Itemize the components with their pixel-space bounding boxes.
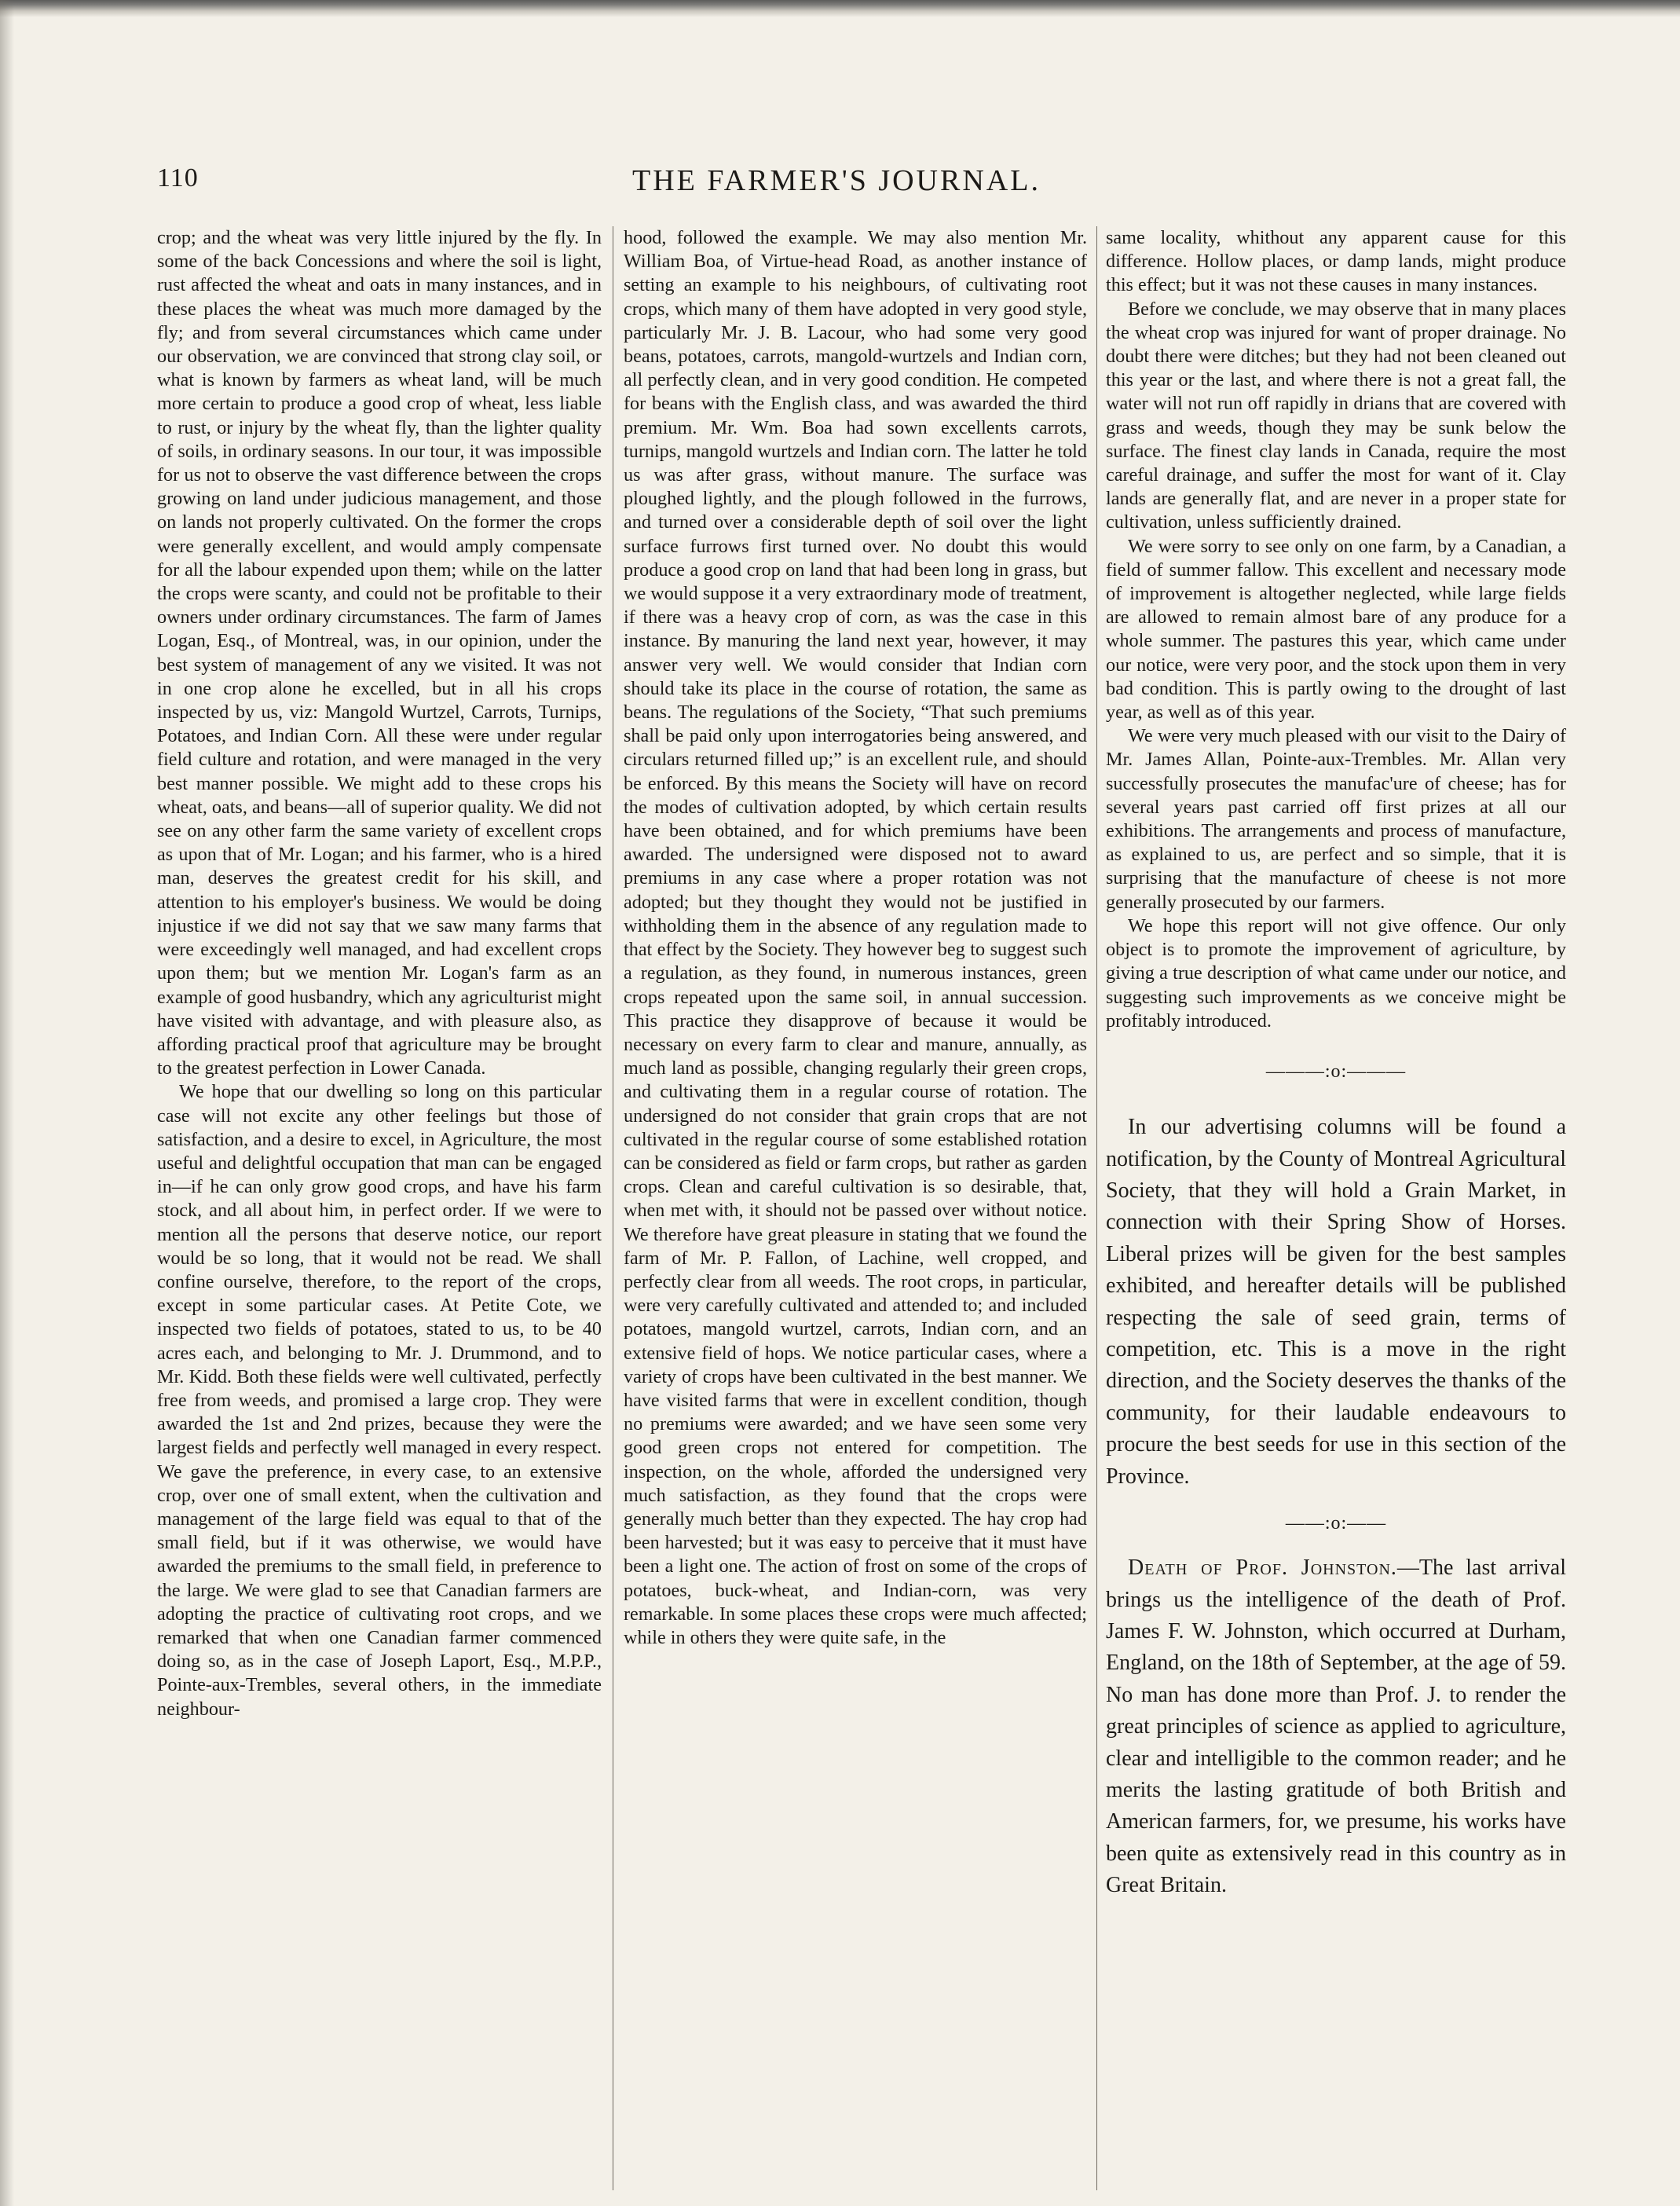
column-1 [157, 226, 602, 1721]
death-notice [1106, 1552, 1566, 1901]
scan-left-margin [0, 0, 14, 2206]
column-3-paragraph-4: We were very much pleased with our visit to the Dairy of Mr. James Allan, Pointe-aux-Trembles. Mr. Allan very successfully prosecutes the manufac'ure of cheese; has for several years past carried off first prizes at all our exhibitions. The arrangements and process of manufacture, as explained to us, are perfect and so simple, that it is surprising that the manufacture of cheese is not more generally prosecuted by our farmers. [1106, 725, 1566, 913]
journal-title: THE FARMER'S JOURNAL. [632, 164, 1041, 197]
column-2-paragraph-1: hood, followed the example. We may also mention Mr. William Boa, of Virtue-head Road, as another instance of setting an example to his neighbours, of cultivating root crops, which many of them have adopted in very good style, particularly Mr. J. B. Lacour, who had some very good beans, potatoes, carrots, mangold-wurtzels and Indian corn, all perfectly clean, and in very good condition. He competed for beans with the English class, and was awarded the third premium. Mr. Wm. Boa had sown excellents carrots, turnips, mangold wurtzels and Indian corn. The latter he told us was after grass, without manure. The surface was ploughed lightly, and the plough followed in the furrows, and turned over a considerable depth of soil over the light surface furrows first turned over. No doubt this would produce a good crop on land that had been long in grass, but we would suppose it a very extraordinary mode of treatment, if there was a heavy crop of corn, as was the case in this instance. By manuring the land next year, however, it may answer very well. We would consider that Indian corn should take its place in the course of rotation, the same as beans. The regulations of the Society, “That such premiums shall be paid only upon interrogatories being answered, and circulars returned filled up;” is an excellent rule, and should be enforced. By this means the Society will have on record the modes of cultivation adopted, by which certain results have been obtained, and for which premiums have been awarded. The undersigned were disposed not to award premiums in any case where a proper rotation was not adopted; but they thought they would not be justified in withholding them in the absence of any regulation made to that effect by the Society. They however beg to suggest such a regulation, as they found, in numerous instances, green crops repeated upon the same soil, in annual succession. This practice they disapprove of because it would be necessary on every farm to clear and manure, annually, as much land as possible, changing regularly their green crops, and cultivating them in a regular course of rotation. The undersigned do not consider that grain crops that are not cultivated in the regular course of some established rotation can be considered as field or farm crops, but rather as garden crops. Clean and careful cultivation is so desirable, that, when met with, it should not be passed over without notice. We therefore have great pleasure in stating that we found the farm of Mr. P. Fallon, of Lachine, well cropped, and perfectly clear from all weeds. The root crops, in particular, were very carefully cultivated and attended to; and included potatoes, mangold wurtzel, carrots, Indian corn, and an extensive field of hops. We notice particular cases, where a variety of crops have been cultivated in the best manner. We have visited farms that were in excellent condition, though no premiums were awarded; and we have seen some very good green crops not entered for competition. The inspection, on the whole, afforded the undersigned very much satisfaction, as they found that the crops were generally much better than they expected. The hay crop had been harvested; but it was easy to perceive that it must have been a light one. The action of frost on some of the crops of potatoes, buck-wheat, and Indian-corn, was very remarkable. In some places these crops were much affected; while in others they were quite safe, in the [624, 227, 1087, 1648]
column-3-paragraph-1: same locality, whithout any apparent cause for this difference. Hollow places, or damp lands, might produce this effect; but it was not these causes in many instances. [1106, 227, 1566, 296]
column-rule-right [1096, 226, 1097, 2190]
death-notice-body: —The last arrival brings us the intelligence of the death of Prof. James F. W. Johnston, which occurred at Durham, England, on the 18th of September, at the age of 59. No man has done more than Prof. J. to render the great principles of science as applied to agriculture, clear and intelligible to the common reader; and he merits the lasting gratitude of both British and American farmers, for, we presume, his works have been quite as extensively read in this country as in Great Britain. [1106, 1556, 1566, 1898]
column-3-paragraph-3: We were sorry to see only on one farm, by a Canadian, a field of summer fallow. This excellent and necessary mode of improvement is altogether neglected, while large fields are allowed to remain almost bare of any produce for a whole summer. The pastures this year, which came under our notice, were very poor, and the stock upon them in very bad condition. This is partly owing to the drought of last year, as well as of this year. [1106, 535, 1566, 724]
grain-market-notice-text: In our advertising columns will be found a notification, by the County of Montreal Agricultural Society, that they will hold a Grain Market, in connection with their Spring Show of Horses. Liberal prizes will be given for the best samples exhibited, and hereafter details will be published respecting the sale of seed grain, terms of competition, etc. This is a move in the right direction, and the Society deserves the thanks of the community, for their laudable endeavours to procure the best seeds for use in this section of the Province. [1106, 1115, 1566, 1489]
section-divider-2: ——:o:—— [1285, 1512, 1387, 1534]
page-number: 110 [157, 163, 199, 192]
grain-market-notice [1106, 1112, 1566, 1493]
death-notice-paragraph [1106, 1552, 1566, 1901]
section-divider-1: ———:o:——— [1265, 1061, 1407, 1082]
death-notice-heading: Death of Prof. Johnston. [1128, 1556, 1397, 1581]
column-3-paragraph-5: We hope this report will not give offence. Our only object is to promote the improvement of agriculture, by giving a true description of what came under our notice, and suggesting such improvements as we conceive might be profitably introduced. [1106, 914, 1566, 1032]
page-header [157, 163, 1516, 204]
column-1-paragraph-2: We hope that our dwelling so long on this particular case will not excite any other feelings but those of satisfaction, and a desire to excel, in Agriculture, the most useful and delightful occupation that man can be engaged in—if he can only grow good crops, and have his farm stock, and all about him, in perfect order. If we were to mention all the persons that deserve notice, our report would be so long, that it would not be read. We shall confine ourselve, therefore, to the report of the crops, except in some particular cases. At Petite Cote, we inspected two fields of potatoes, stated to us, to be 40 acres each, and belonging to Mr. J. Drummond, and to Mr. Kidd. Both these fields were well cultivated, perfectly free from weeds, and promised a large crop. They were awarded the 1st and 2nd prizes, because they were the largest fields and perfectly well managed in every respect. We gave the preference, in every case, to an extensive crop, over one of small extent, when the cultivation and management of the large field was equal to that of the small field, but if it was otherwise, we would have awarded the premiums to the small field, in preference to the large. We were glad to see that Canadian farmers are adopting the practice of cultivating root crops, and we remarked that when one Canadian farmer commenced doing so, as in the case of Joseph Laport, Esq., M.P.P., Pointe-aux-Trembles, several others, in the immediate neighbour- [157, 1081, 602, 1720]
column-1-paragraph-1: crop; and the wheat was very little injured by the fly. In some of the back Concessions and where the soil is light, rust affected the wheat and oats in many instances, and in these places the wheat was much more damaged by the fly; and from several circumstances which came under our observation, we are convinced that strong clay soil, or what is known by farmers as wheat land, will be much more certain to produce a good crop of wheat, less liable to rust, or injury by the wheat fly, than the lighter quality of soils, in ordinary seasons. In our tour, it was impossible for us not to observe the vast difference between the crops growing on land under judicious management, and those on lands not properly cultivated. On the former the crops were generally excellent, and would amply compensate for all the labour expended upon them; while on the latter the crops were scanty, and could not be profitable to their owners under ordinary circumstances. The farm of James Logan, Esq., of Montreal, was, in our opinion, under the best system of management of any we visited. It was not in one crop alone he excelled, but in all his crops inspected by us, viz: Mangold Wurtzel, Carrots, Turnips, Potatoes, and Indian Corn. All these were under regular field culture and rotation, and were managed in the very best manner possible. We might add to these crops his wheat, oats, and beans—all of superior quality. We did not see on any other farm the same variety of excellent crops as upon that of Mr. Logan; and his farmer, who is a hired man, deserves the greatest credit for his skill, and attention to his employer's business. We would be doing injustice if we did not say that we saw many farms that were exceedingly well managed, and had excellent crops upon them; but we mention Mr. Logan's farm as an example of good husbandry, which any agriculturist might have visited with advantage, and with pleasure also, as affording practical proof that agriculture may be brought to the greatest perfection in Lower Canada. [157, 227, 602, 1079]
column-3 [1106, 226, 1566, 1902]
column-3-paragraph-2: Before we conclude, we may observe that in many places the wheat crop was injured for want of proper drainage. No doubt there were ditches; but they had not been cleaned out this year or the last, and where there is not a great fall, the water will not run off rapidly in drians that are covered with grass and weeds, though they may be sunk below the surface. The finest clay lands in Canada, require the most careful drainage, and suffer the most for want of it. Clay lands are generally flat, and are never in a proper state for cultivation, unless sufficiently drained. [1106, 298, 1566, 533]
column-2 [624, 226, 1087, 1650]
scan-top-edge [0, 0, 1680, 17]
